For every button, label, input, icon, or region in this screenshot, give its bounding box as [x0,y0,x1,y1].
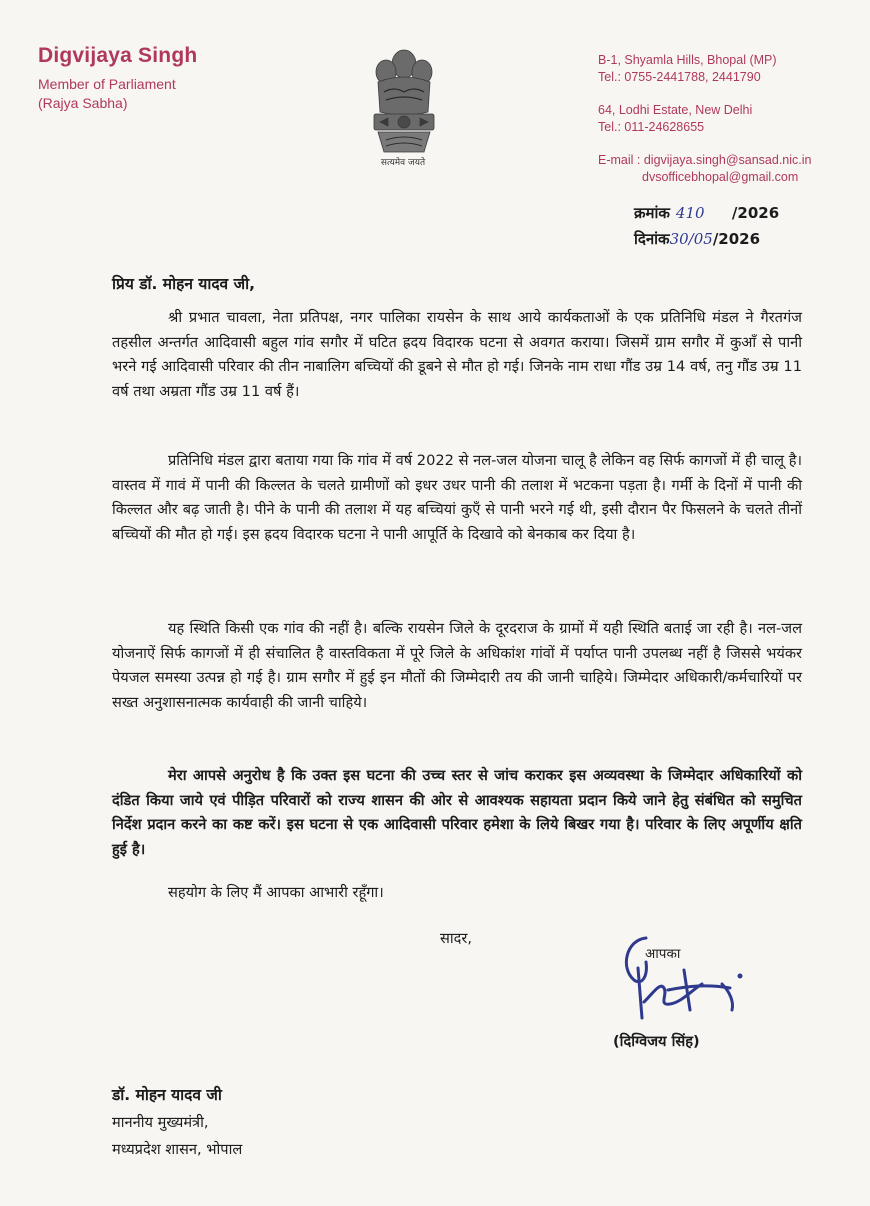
paragraph-3-text: यह स्थिति किसी एक गांव की नहीं है। बल्कि रायसेन जिले के दूरदराज के ग्रामों में यही स्थिति बताई जा रही है। नल-जल योजनाऐं सिर्फ कागजों में ही संचालित है वास्तविकता में पूरे जिले के अधिकांश गांवों में पर्याप्त पानी उपलब्ध नहीं है जिससे भयंकर पेयजल समस्या उत्पन्न हो गई है। ग्राम सगौर में हुई इन मौतों की जिम्मेदारी तय की जानी चाहिये। जिम्मेदार अधिकारी/कर्मचारियों पर सख्त अनुशासनात्मक कार्यवाही की जानी चाहिये। [112,620,802,711]
sender-name: Digvijaya Singh [38,44,198,67]
paragraph-2 [112,449,802,547]
sender-house: (Rajya Sabha) [38,95,128,111]
sender-title: Member of Parliament [38,76,176,92]
recipient-office: मध्यप्रदेश शासन, भोपाल [112,1141,243,1158]
bhopal-address: B-1, Shyamla Hills, Bhopal (MP) [598,53,777,67]
signatory-name: (दिग्विजय सिंह) [613,1033,700,1050]
reference-number [634,200,779,226]
delhi-phone: Tel.: 011-24628655 [598,120,705,134]
kramank-number: 410 [675,204,705,222]
recipient-name: डॉ. मोहन यादव जी [112,1086,222,1104]
dinank-date: 30/05 [669,230,713,248]
reference-date [634,226,779,252]
dinank-label: दिनांक [634,230,670,248]
reference-block [634,200,779,252]
closing-saadar: सादर, [440,930,473,947]
salutation: प्रिय डॉ. मोहन यादव जी, [112,275,255,293]
bhopal-phone: Tel.: 0755-2441788, 2441790 [598,70,761,84]
letterhead-contacts [598,52,811,186]
letterhead-sender [38,44,197,113]
recipient-designation: माननीय मुख्यमंत्री, [112,1114,209,1131]
closing-aapka: आपका [645,946,681,962]
national-emblem-icon [364,42,444,172]
recipient-block [112,1082,242,1163]
dinank-year: /2026 [712,230,761,248]
kramank-year: /2026 [731,204,780,222]
paragraph-1 [112,306,802,404]
email-secondary: dvsofficebhopal@gmail.com [642,170,799,184]
paragraph-4-text: मेरा आपसे अनुरोध है कि उक्त इस घटना की उच्च स्तर से जांच कराकर इस अव्यवस्था के जिम्मेदार अधिकारियों को दंडित किया जाये एवं पीड़ित परिवारों को राज्य शासन की ओर से आवश्यक सहायता प्रदान किये जाने हेतु संबंधित को समुचित निर्देश प्रदान करने का कष्ट करें। इस घटना से एक आदिवासी परिवार हमेशा के लिये बिखर गया है। परिवार के लिए अपूर्णीय क्षति हुई है। [112,767,802,858]
email-primary: E-mail : digvijaya.singh@sansad.nic.in [598,153,812,167]
paragraph-3 [112,617,802,715]
paragraph-2-text: प्रतिनिधि मंडल द्वारा बताया गया कि गांव में वर्ष 2022 से नल-जल योजना चालू है लेकिन वह सिर्फ कागजों में ही चालू है। वास्तव में गावं में पानी की किल्लत के चलते ग्रामीणों को इधर उधर पानी की तलाश में भटकना पड़ता है। गर्मी के दिनों में पानी की किल्लत और बढ़ जाती है। पीने के पानी की तलाश में यह बच्चियां कुएँ से पानी भरने गई थी, इसी दौरान पैर फिसलने के चलते तीनों बच्चियों की मौत हो गई। इस ह्रदय विदारक घटना ने पानी आपूर्ति के दिखावे को बेनकाब कर दिया है। [112,452,802,543]
emblem-motto: सत्यमेव जयते [380,158,426,168]
delhi-address: 64, Lodhi Estate, New Delhi [598,103,753,117]
paragraph-1-text: श्री प्रभात चावला, नेता प्रतिपक्ष, नगर पालिका रायसेन के साथ आये कार्यकताओं के एक प्रतिनिधि मंडल ने गैरतगंज तहसील अन्तर्गत आदिवासी बहुल गांव सगौर में घटित ह्रदय विदारक घटना से अवगत कराया। जिसमें ग्राम सगौर में कुआँ से पानी भरने गई आदिवासी परिवार की तीन नाबालिग बच्चियों की डूबने से मौत हो गई। जिनके नाम राधा गौंड उम्र 14 वर्ष, तनु गौंड उम्र 11 वर्ष तथा अम्रता गौंड उम्र 11 वर्ष हैं। [112,309,802,400]
signature-icon [598,918,758,1028]
kramank-label: क्रमांक [634,204,670,222]
closing-thanks: सहयोग के लिए मैं आपका आभारी रहूँगा। [168,884,384,901]
paragraph-4 [112,764,802,862]
